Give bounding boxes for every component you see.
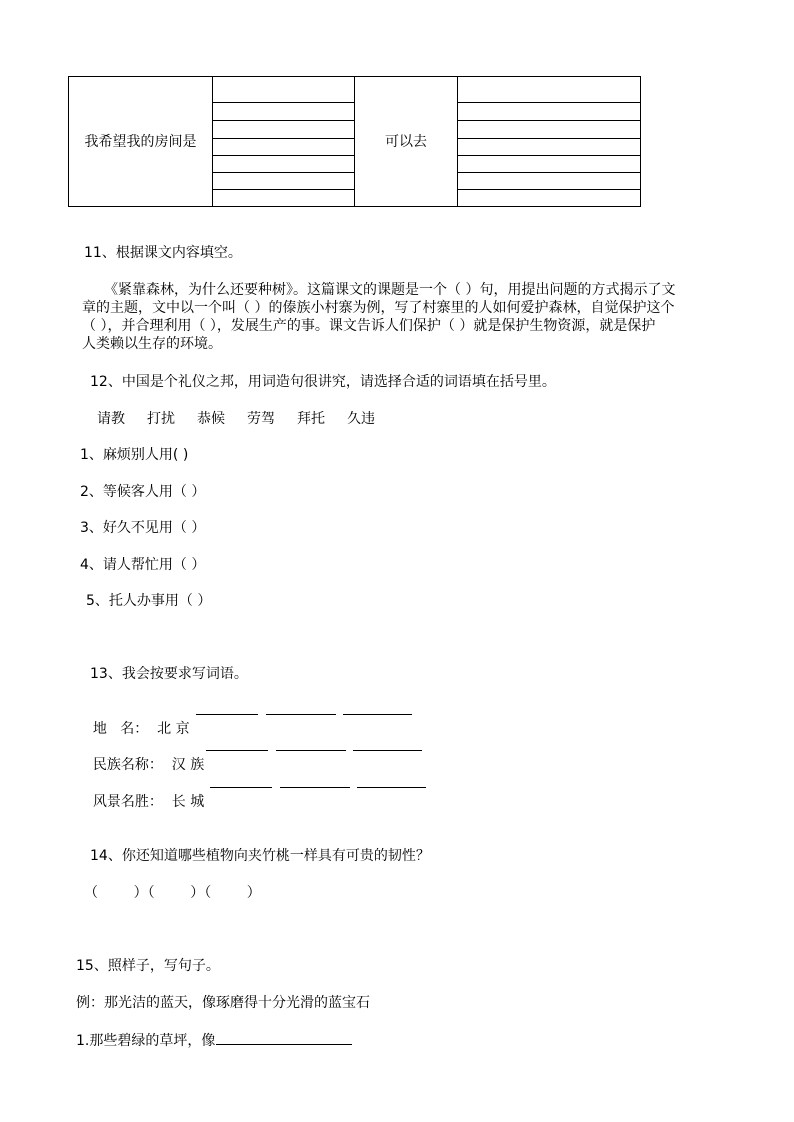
q15-item-1 [76, 1030, 352, 1050]
q11-line-4: 人类赖以生存的环境。 [82, 336, 222, 352]
blank-line[interactable] [216, 1030, 352, 1045]
q14-heading: 14、你还知道哪些植物向夹竹桃一样具有可贵的韧性？ [90, 848, 430, 864]
row-label: 民族名称： 汉 族 [92, 757, 205, 773]
writing-line[interactable] [457, 172, 641, 173]
blank-line[interactable] [280, 773, 350, 788]
q11-line-3: （ ），并合理利用（ ），发展生产的事。课文告诉人们保护（ ）就是保护生物资源，就是保护 [82, 318, 656, 334]
blank-line[interactable] [196, 700, 258, 715]
writing-line[interactable] [212, 120, 354, 121]
table-divider [457, 77, 458, 206]
blank-line[interactable] [266, 700, 336, 715]
row-label: 地 名： 北 京 [92, 721, 190, 737]
q12-item-1: 1、麻烦别人用( ) [80, 447, 189, 463]
q11-heading: 11、根据课文内容填空。 [84, 245, 242, 261]
writing-line[interactable] [457, 138, 641, 139]
q12-item-3: 3、好久不见用（ ） [80, 520, 206, 536]
q11-line-1: 《紧靠森林，为什么还要种树》。这篇课文的课题是一个（ ）句，用提出问题的方式揭示了文 [104, 282, 676, 298]
q15-example: 例：那光洁的蓝天，像琢磨得十分光滑的蓝宝石 [76, 995, 370, 1011]
wish-table [68, 76, 641, 207]
blank-line[interactable] [210, 773, 272, 788]
q13-row-1 [84, 702, 190, 738]
word-option: 打扰 [147, 411, 175, 427]
writing-line[interactable] [212, 189, 354, 190]
table-left-label: 我希望我的房间是 [84, 134, 197, 150]
blank-line[interactable] [206, 736, 268, 751]
q12-item-2: 2、等候客人用（ ） [80, 484, 206, 500]
q12-heading: 12、中国是个礼仪之邦，用词造句很讲究，请选择合适的词语填在括号里。 [90, 374, 556, 390]
word-option: 请教 [97, 411, 125, 427]
writing-line[interactable] [457, 102, 641, 103]
blank-line[interactable] [353, 736, 422, 751]
word-option: 拜托 [297, 411, 325, 427]
writing-line[interactable] [457, 155, 641, 156]
q13-row-2 [84, 738, 204, 774]
writing-line[interactable] [212, 155, 354, 156]
table-middle-label: 可以去 [385, 134, 427, 150]
row-label: 风景名胜： 长 城 [92, 794, 205, 810]
q11-line-2: 章的主题，文中以一个叫（ ）的傣族小村寨为例，写了村寨里的人如何爱护森林，自觉保护这个 [82, 300, 675, 316]
q13-heading: 13、我会按要求写词语。 [90, 666, 248, 682]
q12-item-4: 4、请人帮忙用（ ） [80, 557, 206, 573]
writing-line[interactable] [457, 189, 641, 190]
q12-item-5: 5、托人办事用（ ） [86, 593, 212, 609]
word-option: 久违 [347, 411, 375, 427]
blank-line[interactable] [276, 736, 346, 751]
q15-heading: 15、照样子，写句子。 [76, 958, 220, 974]
q14-answer-blanks[interactable]: （ ）（ ）（ ） [84, 885, 261, 901]
q15-item-1-text: 1.那些碧绿的草坪，像 [76, 1033, 216, 1049]
writing-line[interactable] [212, 138, 354, 139]
writing-line[interactable] [212, 102, 354, 103]
writing-line[interactable] [212, 172, 354, 173]
writing-line[interactable] [457, 120, 641, 121]
word-option: 劳驾 [247, 411, 275, 427]
blank-line[interactable] [357, 773, 426, 788]
q13-row-3 [84, 775, 204, 811]
word-option: 恭候 [197, 411, 225, 427]
blank-line[interactable] [343, 700, 412, 715]
q12-options [97, 410, 397, 428]
table-divider [212, 77, 213, 206]
